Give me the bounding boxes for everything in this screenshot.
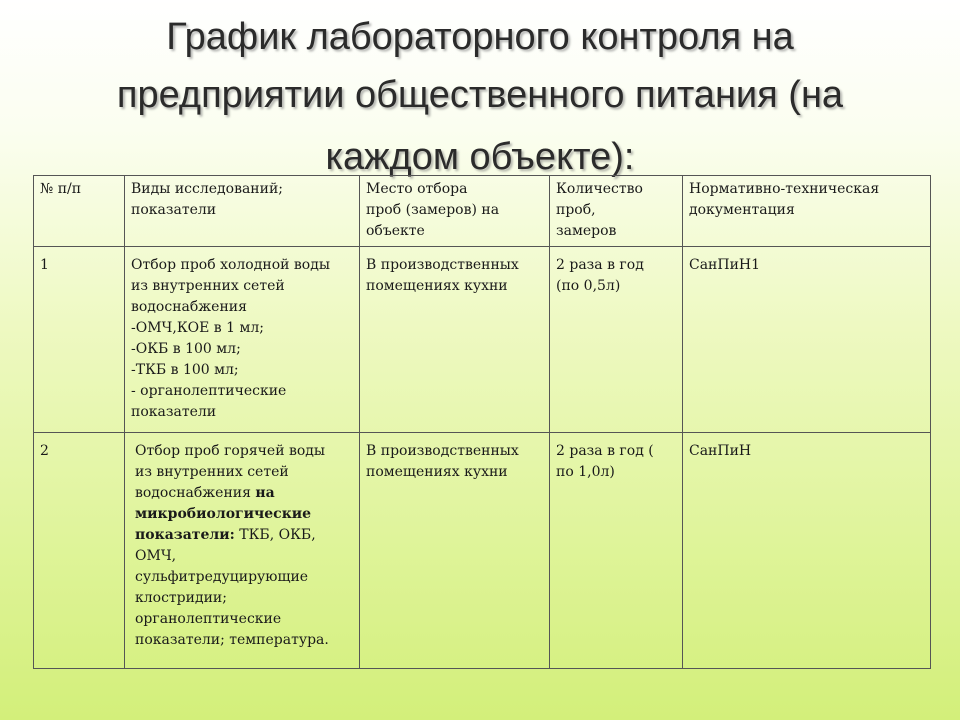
row-sampling-place: В производственных помещениях кухни [360,433,550,669]
row-documentation: СанПиН [683,433,931,669]
table-row [34,433,931,669]
header-research-type: Виды исследований; показатели [125,176,360,247]
table-row [34,247,931,433]
header-documentation: Нормативно-техническая документация [683,176,931,247]
row-number: 1 [34,247,125,433]
row-research-type: Отбор проб холодной воды из внутренних сетей водоснабжения -ОМЧ,КОЕ в 1 мл; -ОКБ в 100 мл; -ТКБ в 100 мл; - органолептические показатели [125,247,360,433]
row-number: 2 [34,433,125,669]
table-header-row [34,176,931,247]
header-sampling-place: Место отбора проб (замеров) на объекте [360,176,550,247]
research-type-text-end: ТКБ, ОКБ, ОМЧ, сульфитредуцирующие клостридии; органолептические показатели; температура. [135,527,329,648]
title-line-2: предприятии общественного питания (на [116,74,844,116]
slide-title [0,8,960,186]
title-line-3: каждом объекте): [325,136,635,178]
row-documentation: СанПиН1 [683,247,931,433]
row-sample-count: 2 раза в год (по 0,5л) [550,247,683,433]
lab-control-table [33,175,931,669]
row-sample-count: 2 раза в год ( по 1,0л) [550,433,683,669]
header-number: № п/п [34,176,125,247]
research-type-bold: на микробиологические показатели: [135,485,312,543]
row-sampling-place: В производственных помещениях кухни [360,247,550,433]
title-line-1: График лабораторного контроля на [166,16,794,58]
row-research-type [125,433,360,669]
research-type-text-start: Отбор проб горячей воды из внутренних сетей водоснабжения [135,443,326,501]
header-sample-count: Количество проб, замеров [550,176,683,247]
